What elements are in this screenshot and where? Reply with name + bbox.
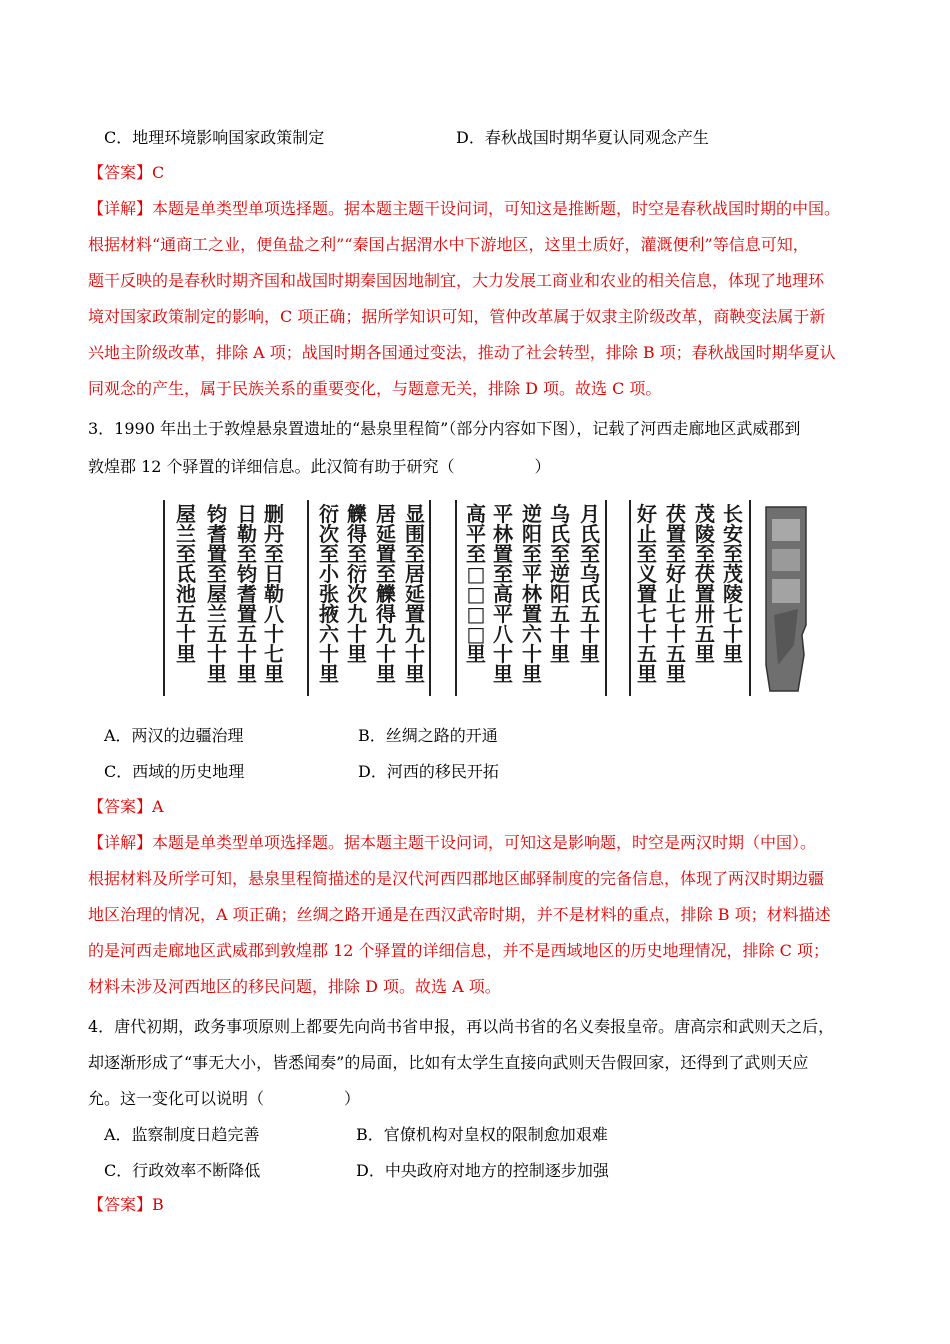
slip-column: 乌氏至逆阳五十里 (550, 502, 570, 666)
slip-column: 钧耆置至屋兰五十里 (207, 502, 227, 686)
slip-column: 逆阳至平林置六十里 (522, 502, 542, 686)
slip-column: 好止至义置七十五里 (637, 502, 657, 686)
q4-option-d: D．中央政府对地方的控制逐步加强 (356, 1161, 609, 1180)
q3-explain-line: 根据材料及所学可知，悬泉里程简描述的是汉代河西四郡地区邮驿制度的完备信息，体现了两汉时期边疆 (88, 869, 825, 888)
slip-column: 高平至□□□□里 (466, 502, 486, 666)
slip-column: 衍次至小张掖六十里 (319, 502, 339, 686)
slip-cover-image (764, 505, 808, 693)
q4-stem-line: 4．唐代初期，政务事项原则上都要先向尚书省申报，再以尚书省的名义奏报皇帝。唐高宗和武则天之后， (88, 1017, 835, 1036)
q4-option-a: A．监察制度日趋完善 (104, 1125, 260, 1144)
slip-column: 删丹至日勒八十七里 (264, 502, 284, 686)
q3-stem-line: 敦煌郡 12 个驿置的详细信息。此汉简有助于研究（ ） (88, 457, 551, 476)
q2-answer: 【答案】C (88, 163, 165, 182)
q3-option-a: A．两汉的边疆治理 (104, 726, 244, 745)
q3-explain-line: 的是河西走廊地区武威郡到敦煌郡 12 个驿置的详细信息，并不是西域地区的历史地理情况，排除 C 项； (88, 941, 829, 960)
q3-option-b: B．丝绸之路的开通 (358, 726, 498, 745)
q2-explain-line: 境对国家政策制定的影响，C 项正确；据所学知识可知，管仲改革属于奴隶主阶级改革，商鞅变法属于新 (88, 307, 826, 326)
q4-option-b: B．官僚机构对皇权的限制愈加艰难 (356, 1125, 608, 1144)
q2-explain-line: 题干反映的是春秋时期齐国和战国时期秦国因地制宜，大力发展工商业和农业的相关信息，体现了地理环 (88, 271, 825, 290)
slip-column: 日勒至钧耆置五十里 (237, 502, 257, 686)
q3-option-c: C．西域的历史地理 (104, 762, 245, 781)
q3-explain-line: 地区治理的情况，A 项正确；丝绸之路开通是在西汉武帝时期，并不是材料的重点，排除 B 项；材料描述 (88, 905, 831, 924)
slip-column: 显围至居延置九十里 (405, 502, 425, 686)
slip-column: 平林置至高平八十里 (493, 502, 513, 686)
q2-explain-line: 同观念的产生，属于民族关系的重要变化，与题意无关，排除 D 项。故选 C 项。 (88, 379, 662, 398)
q4-answer: 【答案】B (88, 1195, 164, 1214)
q3-answer: 【答案】A (88, 797, 164, 816)
q3-explain-line: 【详解】本题是单类型单项选择题。据本题主题干设问词，可知这是影响题，时空是两汉时期（中国）。 (88, 833, 817, 852)
slip-column: 长安至茂陵七十里 (723, 502, 743, 666)
slip-column: 屋兰至氐池五十里 (176, 502, 196, 666)
q3-explain-line: 材料未涉及河西地区的移民问题，排除 D 项。故选 A 项。 (88, 977, 501, 996)
q2-explain-line: 【详解】本题是单类型单项选择题。据本题主题干设问词，可知这是推断题，时空是春秋战国时期的中国。 (88, 199, 841, 218)
q2-explain-line: 兴地主阶级改革，排除 A 项；战国时期各国通过变法，推动了社会转型，排除 B 项；春秋战国时期华夏认 (88, 343, 836, 362)
q2-option-c: C．地理环境影响国家政策制定 (104, 128, 325, 147)
q4-option-c: C．行政效率不断降低 (104, 1161, 261, 1180)
slip-column: 茯置至好止七十五里 (666, 502, 686, 686)
q4-stem-line: 却逐渐形成了“事无大小，皆悉闻奏”的局面，比如有太学生直接向武则天告假回家，还得到了武则天应 (88, 1053, 809, 1072)
slip-column: 居延置至觻得九十里 (376, 502, 396, 686)
slip-column: 月氏至乌氏五十里 (580, 502, 600, 666)
q2-option-d: D．春秋战国时期华夏认同观念产生 (456, 128, 709, 147)
slip-column: 茂陵至茯置卅五里 (695, 502, 715, 666)
q3-stem-line: 3．1990 年出土于敦煌悬泉置遗址的“悬泉里程简”（部分内容如下图），记载了河西走廊地区武威郡到 (88, 419, 801, 438)
slip-column: 觻得至衍次九十里 (347, 502, 367, 666)
q4-stem-line: 允。这一变化可以说明（ ） (88, 1089, 361, 1108)
q3-option-d: D．河西的移民开拓 (358, 762, 499, 781)
q2-explain-line: 根据材料“通商工之业，便鱼盐之利”“秦国占据渭水中下游地区，这里土质好，灌溉便利”等信息可知， (88, 235, 809, 254)
